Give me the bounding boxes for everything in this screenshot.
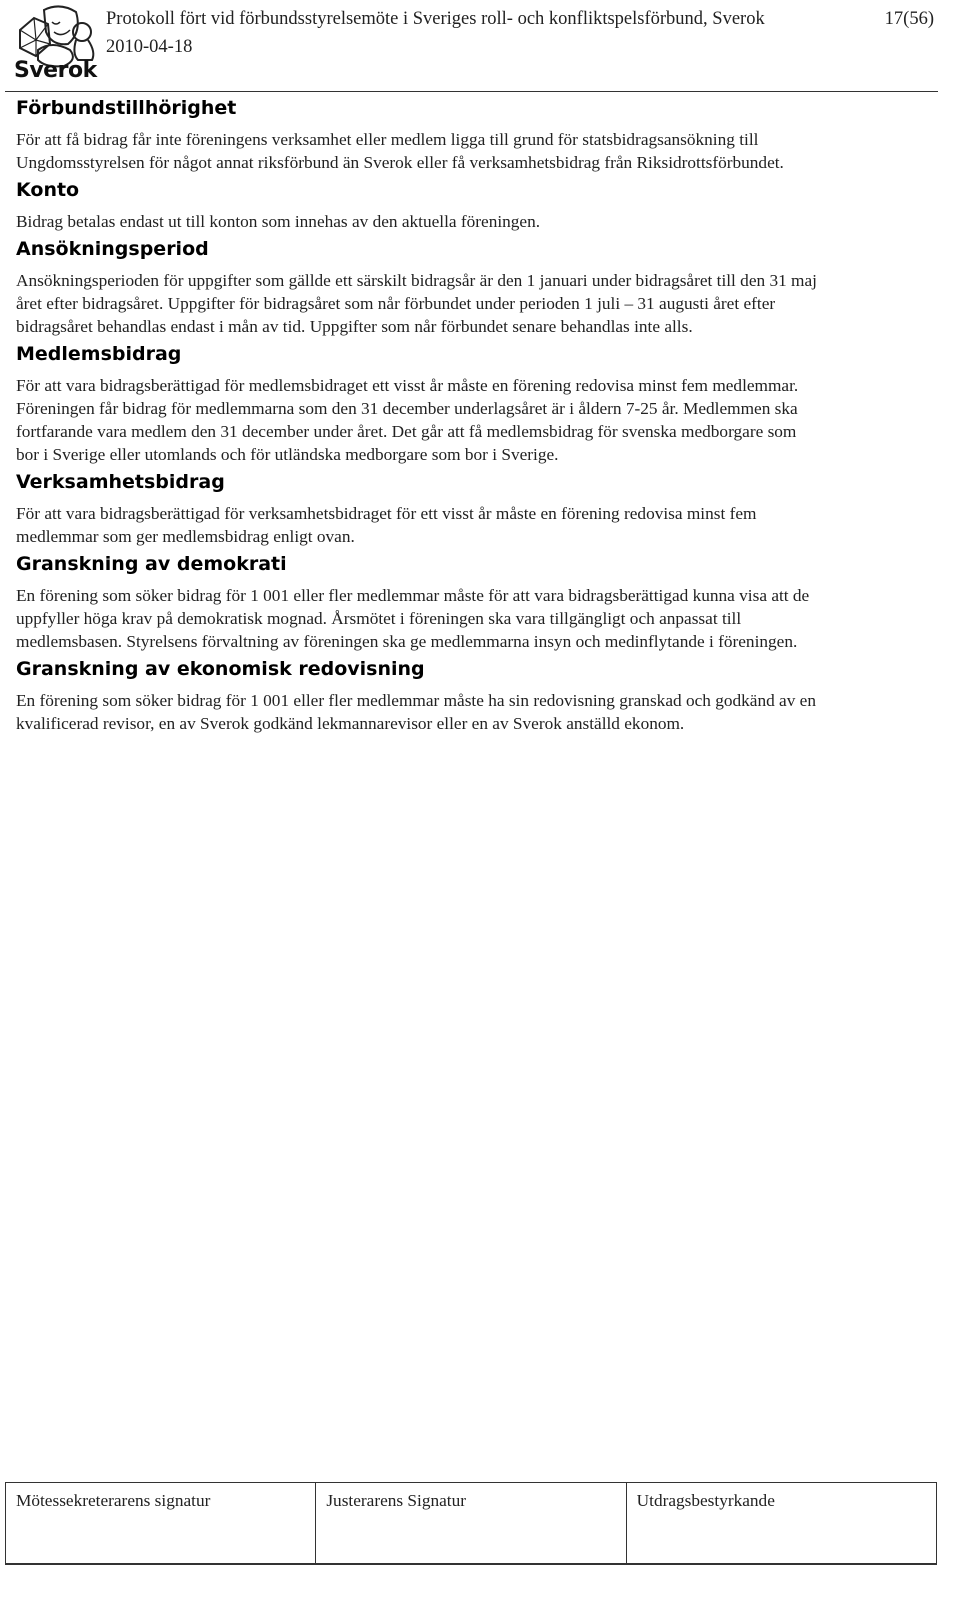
paragraph-line: kvalificerad revisor, en av Sverok godkänd lekmannarevisor eller en av Sverok anställd ekonom. bbox=[16, 714, 685, 733]
section-heading: Verksamhetsbidrag bbox=[16, 471, 225, 493]
paragraph-line: För att vara bidragsberättigad för medlemsbidraget ett visst år måste en förening redovisa minst fem medlemmar. bbox=[16, 376, 799, 395]
section-heading: Granskning av ekonomisk redovisning bbox=[16, 658, 425, 680]
signature-secretary: Mötessekreterarens signatur bbox=[6, 1483, 316, 1563]
logo-wordmark: Sverok bbox=[14, 58, 97, 83]
section-heading: Granskning av demokrati bbox=[16, 553, 287, 575]
page-number: 17(56) bbox=[884, 9, 934, 29]
paragraph-line: medlemsbasen. Styrelsens förvaltning av föreningen ska ge medlemmarna insyn och medinflytande i föreningen. bbox=[16, 632, 798, 651]
paragraph-line: En förening som söker bidrag för 1 001 eller fler medlemmar måste ha sin redovisning granskad och godkänd av en bbox=[16, 691, 816, 710]
signature-adjuster: Justerarens Signatur bbox=[316, 1483, 626, 1563]
paragraph-line: En förening som söker bidrag för 1 001 eller fler medlemmar måste för att vara bidragsberättigad kunna visa att de bbox=[16, 586, 810, 605]
paragraph-line: Ansökningsperioden för uppgifter som gällde ett särskilt bidragsår är den 1 januari under bidragsåret till den 31 maj bbox=[16, 271, 817, 290]
section-heading: Konto bbox=[16, 179, 80, 201]
section-heading: Medlemsbidrag bbox=[16, 343, 182, 365]
paragraph-line: uppfyller höga krav på demokratisk mognad. Årsmötet i föreningen ska vara tillgängligt och anpassat till bbox=[16, 609, 742, 628]
paragraph-line: Föreningen får bidrag för medlemmarna som den 31 december underlagsåret är i åldern 7-25 år. Medlemmen ska bbox=[16, 399, 798, 418]
section-paragraph bbox=[16, 269, 936, 338]
section-paragraph bbox=[16, 689, 936, 735]
section-heading: Ansökningsperiod bbox=[16, 238, 209, 260]
header-divider bbox=[5, 91, 938, 92]
paragraph-line: För att vara bidragsberättigad för verksamhetsbidraget för ett visst år måste en förening redovisa minst fem bbox=[16, 504, 757, 523]
section-paragraph bbox=[16, 502, 936, 548]
section-paragraph bbox=[16, 374, 936, 466]
signature-certification: Utdragsbestyrkande bbox=[636, 1491, 775, 1510]
paragraph-line: medlemmar som ger medlemsbidrag enligt ovan. bbox=[16, 527, 355, 546]
paragraph-line: bidragsåret behandlas endast i mån av tid. Uppgifter som når förbundet senare behandlas inte alls. bbox=[16, 317, 693, 336]
paragraph-line: året efter bidragsåret. Uppgifter för bidragsåret som når förbundet under perioden 1 juli – 31 augusti året efter bbox=[16, 294, 776, 313]
document-body bbox=[16, 95, 936, 738]
paragraph-line: bor i Sverige eller utomlands och för utländska medborgare som bor i Sverige. bbox=[16, 445, 559, 464]
signature-table bbox=[5, 1482, 937, 1565]
paragraph-line: Bidrag betalas endast ut till konton som innehas av den aktuella föreningen. bbox=[16, 212, 541, 231]
section-heading: Förbundstillhörighet bbox=[16, 97, 237, 119]
document-date: 2010-04-18 bbox=[106, 37, 193, 57]
paragraph-line: För att få bidrag får inte föreningens verksamhet eller medlem ligga till grund för statsbidragsansökning till bbox=[16, 130, 759, 149]
document-title: Protokoll fört vid förbundsstyrelsemöte i Sveriges roll- och konfliktspelsförbund, Sverok bbox=[106, 9, 765, 29]
section-paragraph bbox=[16, 584, 936, 653]
paragraph-line: Ungdomsstyrelsen för något annat riksförbund än Sverok eller få verksamhetsbidrag från Riksidrottsförbundet. bbox=[16, 153, 784, 172]
section-paragraph bbox=[16, 128, 936, 174]
paragraph-line: fortfarande vara medlem den 31 december under året. Det går att få medlemsbidrag för svenska medborgare som bbox=[16, 422, 797, 441]
section-paragraph bbox=[16, 210, 936, 233]
